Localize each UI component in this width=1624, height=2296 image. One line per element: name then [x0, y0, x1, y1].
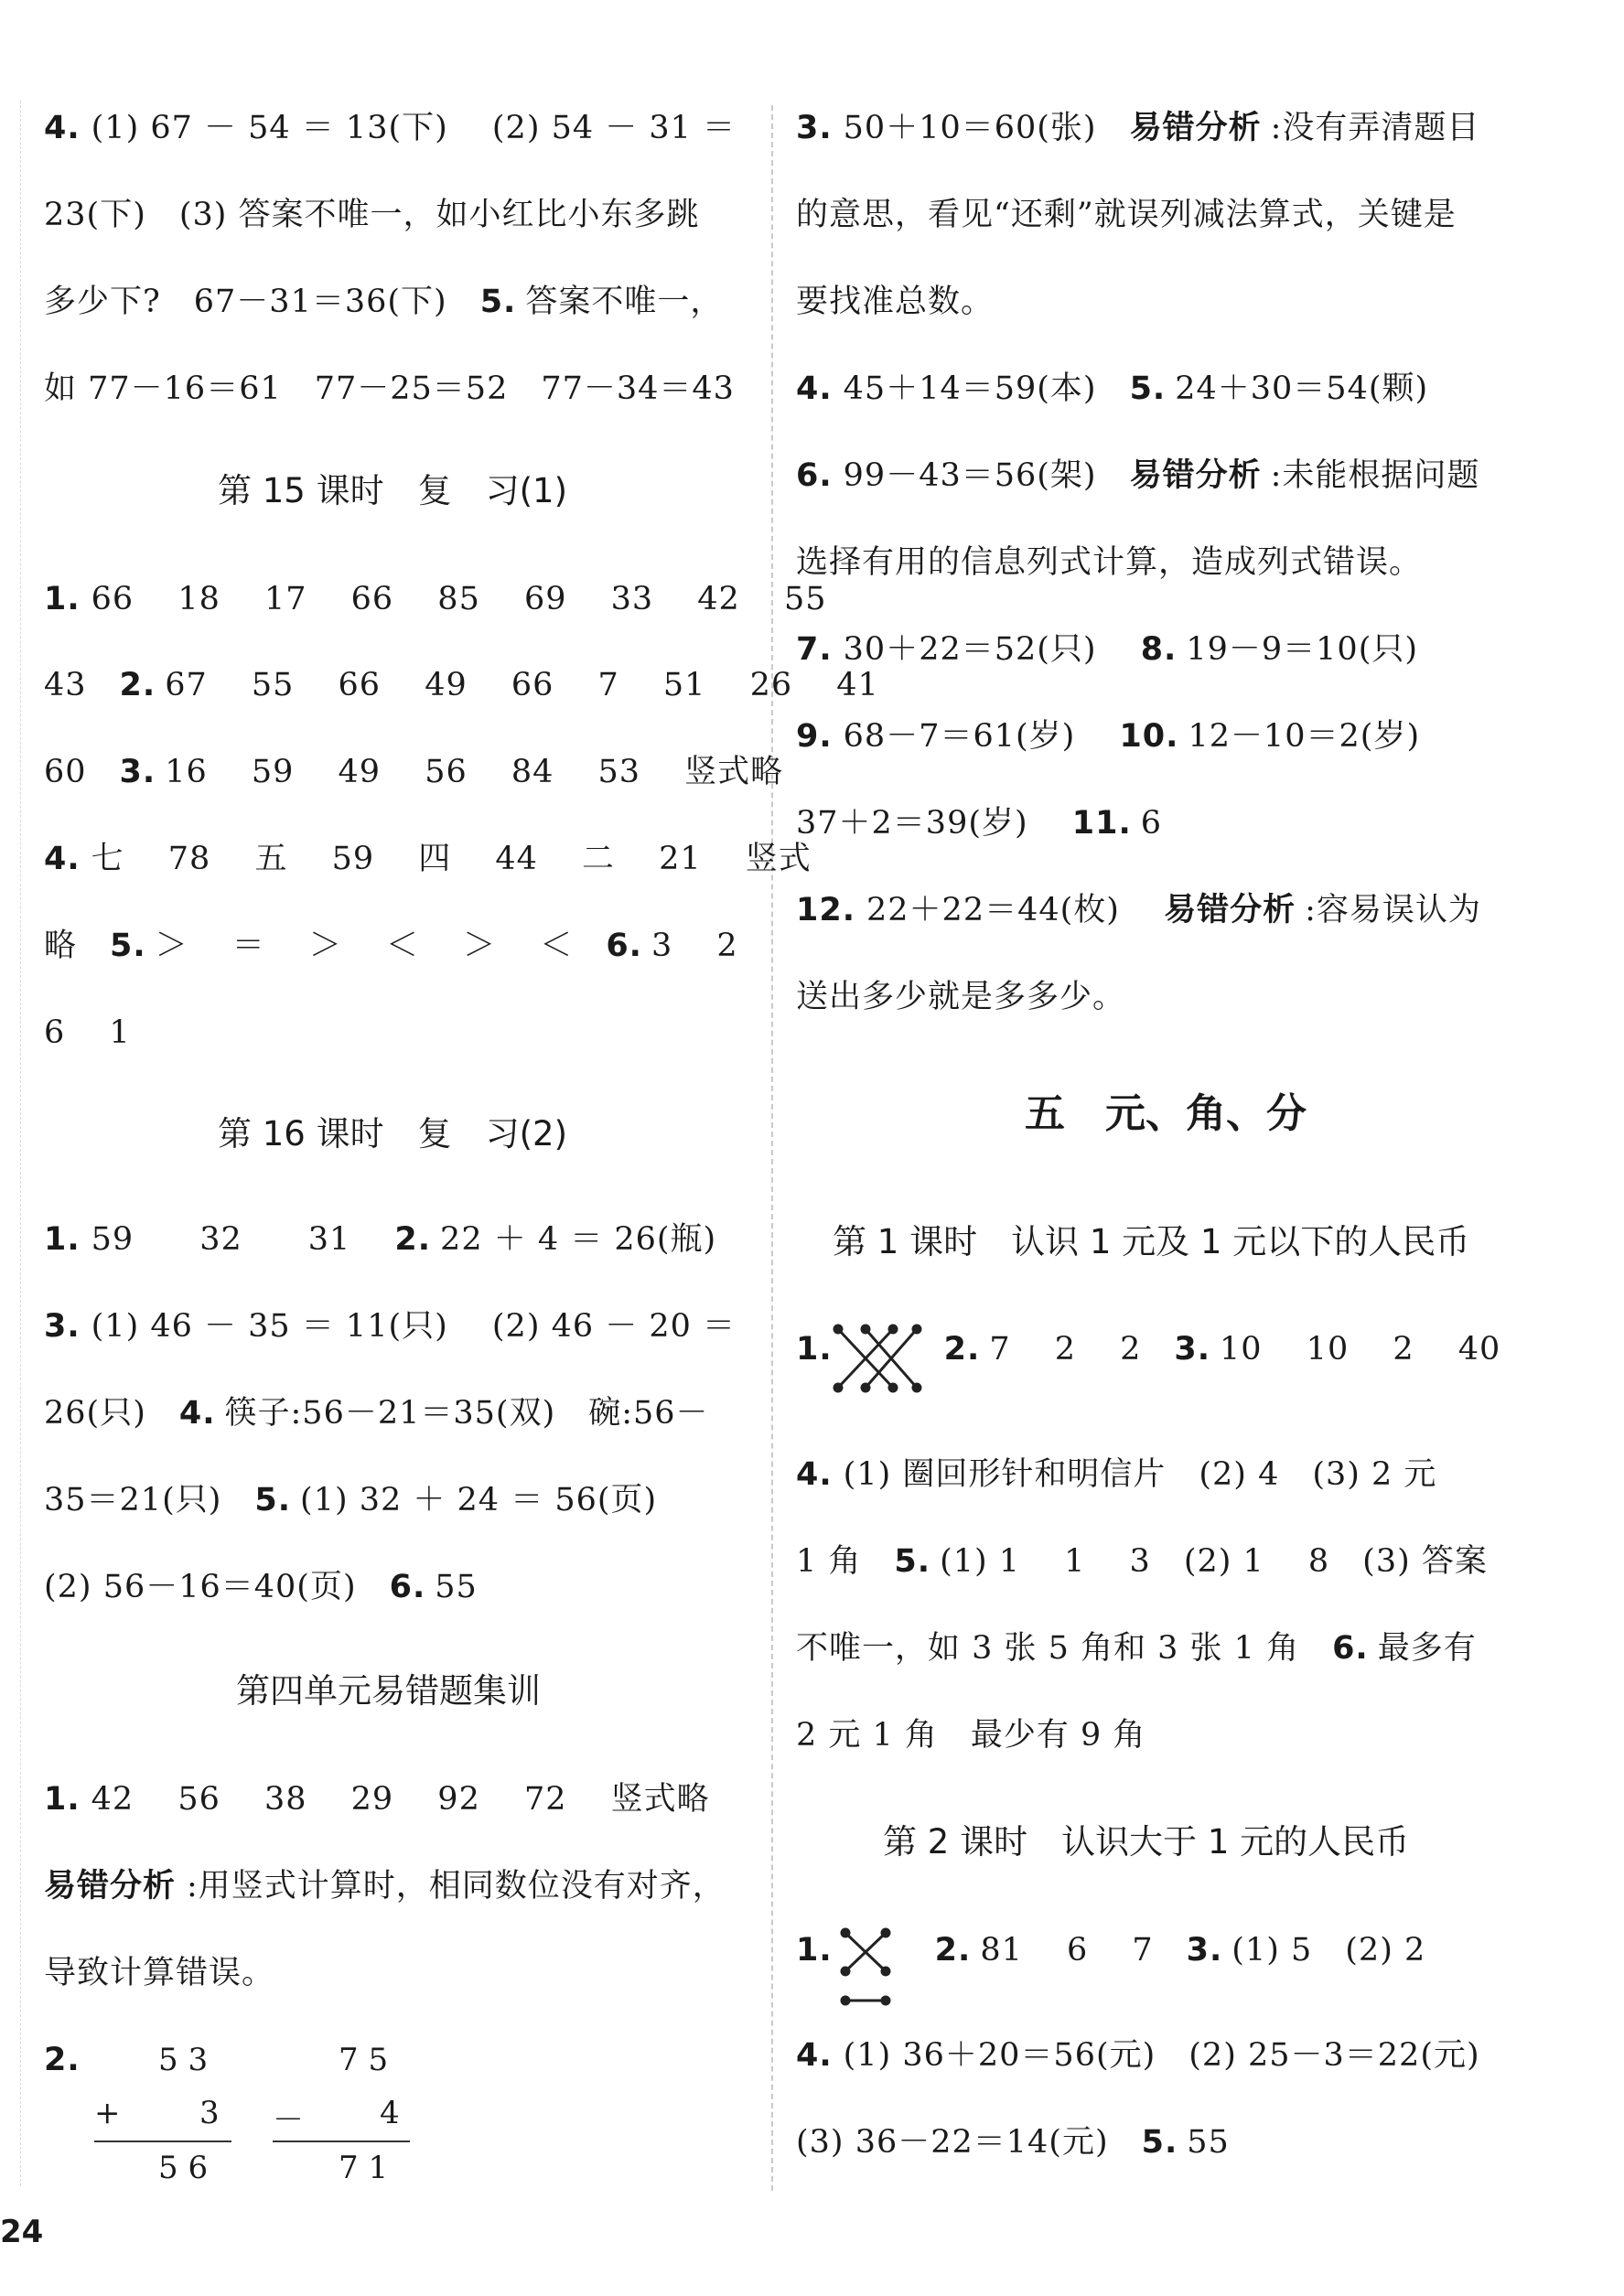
- r-2-line: [796, 2122, 1230, 2162]
- item-number: 3.: [1186, 1932, 1223, 1969]
- vert-b-top: 7 5: [339, 2042, 389, 2078]
- vert-a-mid: 3: [199, 2095, 220, 2131]
- item-text: 2 元 1 角 最少有 9 角: [796, 1717, 1146, 1754]
- r-top-line: [796, 282, 994, 322]
- left-margin-rule: [20, 101, 21, 2186]
- r-top-line: [796, 108, 1479, 148]
- item-number: 1.: [44, 581, 81, 617]
- lesson-15-heading: 第 15 课时 复 习(1): [218, 471, 568, 510]
- item-number: 1.: [44, 1781, 81, 1818]
- r-top-line: [796, 629, 1418, 670]
- item-number: 易错分析: [1129, 110, 1262, 146]
- item-number: 3.: [1174, 1331, 1211, 1368]
- item-text: 七 78 五 59 四 44 二 21 竖式: [91, 841, 812, 877]
- item-text: 59 32 31: [91, 1221, 395, 1258]
- vert-a-op: +: [94, 2095, 121, 2131]
- item-number: 易错分析: [1129, 457, 1262, 494]
- item-number: 9.: [796, 718, 833, 755]
- item-text: 要找准总数。: [796, 284, 995, 320]
- r-top-line: [796, 369, 1428, 409]
- item-number: 2.: [943, 1331, 981, 1368]
- r-top-line: [796, 542, 1422, 583]
- item-number: 5.: [1141, 2124, 1178, 2161]
- matching-lines-diagram-1: [833, 1322, 924, 1395]
- item-number: 1.: [796, 1331, 833, 1368]
- item-number: 6.: [1332, 1630, 1369, 1667]
- r-1-line: [796, 1454, 1436, 1495]
- item-text: 22 ＋ 4 ＝ 26(瓶): [440, 1221, 717, 1258]
- lesson-16-heading: 第 16 课时 复 习(2): [218, 1114, 568, 1153]
- item-number: 2.: [119, 667, 156, 703]
- item-text: 答案不唯一，: [525, 284, 724, 320]
- vert-a-top: 5 3: [158, 2042, 209, 2078]
- item-text: 送出多少就是多多少。: [796, 979, 1126, 1015]
- item-text: 7 2 2: [989, 1331, 1175, 1368]
- item-number: 4.: [796, 1456, 833, 1493]
- r-top-line: [796, 456, 1479, 496]
- item-text: 10 10 2 40: [1220, 1331, 1501, 1368]
- item-text: 12－10＝2(岁): [1188, 718, 1421, 755]
- item-text: 23(下) (3) 答案不唯一，如小红比小东多跳: [44, 197, 700, 233]
- item-number: 1.: [796, 1932, 833, 1969]
- item-text: 67 55 66 49 66 7 51 26 41: [165, 667, 879, 703]
- vert-b-rule: [273, 2140, 410, 2142]
- item-number: 5.: [479, 284, 517, 320]
- item-number: 4.: [44, 841, 81, 877]
- r-top-line: [796, 195, 1457, 235]
- item-text: 35＝21(只): [44, 1482, 255, 1518]
- item-number: 11.: [1071, 805, 1132, 842]
- item-text: :容易误认为: [1305, 892, 1481, 928]
- r-top-line: [796, 716, 1420, 756]
- vert-b-op: －: [273, 2102, 304, 2139]
- item-number: 易错分析: [1164, 892, 1296, 928]
- r-top-line: [796, 890, 1481, 930]
- item-text: :未能根据问题: [1270, 457, 1480, 494]
- item-text: 55: [435, 1569, 478, 1605]
- item-number: 6.: [796, 457, 833, 494]
- item-text: 筷子:56－21＝35(双) 碗:56－: [224, 1395, 709, 1432]
- item-text: 30＋22＝52(只): [843, 631, 1141, 668]
- vert-b-result: 7 1: [339, 2150, 389, 2186]
- item-text: (1) 1 1 3 (2) 1 8 (3) 答案: [940, 1543, 1488, 1580]
- item-text: 选择有用的信息列式计算，造成列式错误。: [796, 544, 1423, 581]
- item-number: 2.: [934, 1932, 972, 1969]
- item-number: 4.: [796, 370, 833, 407]
- item-text: 50＋10＝60(张): [843, 110, 1130, 146]
- item-text: :没有弄清题目: [1270, 110, 1480, 146]
- column-divider: [771, 105, 773, 2191]
- item-text: 22＋22＝44(枚): [866, 892, 1165, 928]
- item-text: 60: [44, 754, 120, 790]
- vertical-calc-label: 2.: [44, 2042, 81, 2078]
- item-number: 7.: [796, 631, 833, 668]
- item-text: 不唯一，如 3 张 5 角和 3 张 1 角: [796, 1630, 1333, 1667]
- item-number: 3.: [796, 110, 833, 146]
- item-number: 3.: [119, 754, 156, 790]
- item-text: 66 18 17 66 85 69 33 42 55: [91, 581, 827, 617]
- item-number: 5.: [110, 928, 146, 964]
- item-number: 4.: [796, 2037, 833, 2074]
- item-text: 的意思，看见“还剩”就误列减法算式，关键是: [796, 197, 1457, 233]
- r-1-line: [796, 1541, 1488, 1582]
- item-text: 19－9＝10(只): [1186, 631, 1419, 668]
- item-number: 5.: [894, 1543, 931, 1580]
- item-text: 多少下? 67－31＝36(下): [44, 284, 480, 320]
- item-text: 26(只): [44, 1395, 179, 1432]
- item-text: 1 角: [796, 1543, 895, 1580]
- item-text: (1) 67 － 54 ＝ 13(下) (2) 54 － 31 ＝: [91, 110, 737, 146]
- item-number: 10.: [1119, 718, 1179, 755]
- r-2-line: [796, 2035, 1480, 2076]
- item-number: 5.: [1129, 370, 1167, 407]
- r-lesson-2-heading: 第 2 课时 认识大于 1 元的人民币: [883, 1822, 1410, 1861]
- item-number: 6.: [389, 1569, 426, 1605]
- item-text: :用竖式计算时，相同数位没有对齐，: [187, 1868, 726, 1904]
- item-number: 4.: [44, 110, 81, 146]
- item-text: 55: [1187, 2124, 1230, 2161]
- vertical-calculations: [44, 0, 748, 2296]
- item-text: (1) 46 － 35 ＝ 11(只) (2) 46 － 20 ＝: [91, 1308, 737, 1345]
- item-text: ＞ ＝ ＞ ＜ ＞ ＜: [155, 928, 607, 964]
- r-1-line: [796, 1628, 1477, 1668]
- item-text: 如 77－16＝61 77－25＝52 77－34＝43: [44, 370, 735, 407]
- item-text: 16 59 49 56 84 53 竖式略: [165, 754, 784, 790]
- item-number: 4.: [178, 1395, 216, 1432]
- item-text: 导致计算错误。: [44, 1955, 275, 1991]
- unit4-mistakes-heading: 第四单元易错题集训: [236, 1671, 541, 1711]
- item-text: 略: [44, 928, 111, 964]
- r-lesson-1-heading: 第 1 课时 认识 1 元及 1 元以下的人民币: [833, 1222, 1470, 1261]
- item-number: 6.: [606, 928, 642, 964]
- unit5-title: 五 元、角、分: [1025, 1090, 1307, 1137]
- item-text: 81 6 7: [980, 1932, 1187, 1969]
- matching-lines-diagram-2: [840, 1926, 895, 2008]
- vert-b-mid: 4: [380, 2095, 400, 2131]
- item-text: 3 2: [651, 928, 738, 964]
- item-number: 1.: [44, 1221, 81, 1258]
- item-text: (1) 36＋20＝56(元) (2) 25－3＝22(元): [843, 2037, 1480, 2074]
- item-text: 37＋2＝39(岁): [796, 805, 1072, 842]
- item-number: 3.: [44, 1308, 81, 1345]
- item-text: 6: [1140, 805, 1163, 842]
- item-text: 6 1: [44, 1014, 131, 1051]
- item-text: (1) 圈回形针和明信片 (2) 4 (3) 2 元: [843, 1456, 1437, 1493]
- item-number: 12.: [796, 892, 856, 928]
- item-text: 45＋14＝59(本): [843, 370, 1130, 407]
- item-text: (1) 5 (2) 2: [1231, 1932, 1426, 1969]
- vert-a-result: 5 6: [158, 2150, 209, 2186]
- item-text: 24＋30＝54(颗): [1175, 370, 1429, 407]
- r-top-line: [796, 977, 1125, 1017]
- page-number: 24: [0, 2214, 44, 2250]
- r-top-line: [796, 803, 1162, 843]
- vert-a-rule: [94, 2140, 231, 2142]
- item-text: 42 56 38 29 92 72 竖式略: [91, 1781, 710, 1818]
- item-text: 最多有: [1377, 1630, 1477, 1667]
- item-number: 2.: [394, 1221, 432, 1258]
- r-1-line: [796, 1715, 1145, 1755]
- item-text: (1) 32 ＋ 24 ＝ 56(页): [300, 1482, 658, 1518]
- item-number: 易错分析: [44, 1868, 177, 1904]
- item-text: 68－7＝61(岁): [843, 718, 1120, 755]
- item-text: 43: [44, 667, 120, 703]
- item-text: 99－43＝56(架): [843, 457, 1130, 494]
- item-text: (3) 36－22＝14(元): [796, 2124, 1142, 2161]
- item-number: 5.: [254, 1482, 292, 1518]
- item-number: 8.: [1140, 631, 1178, 668]
- item-text: (2) 56－16＝40(页): [44, 1569, 390, 1605]
